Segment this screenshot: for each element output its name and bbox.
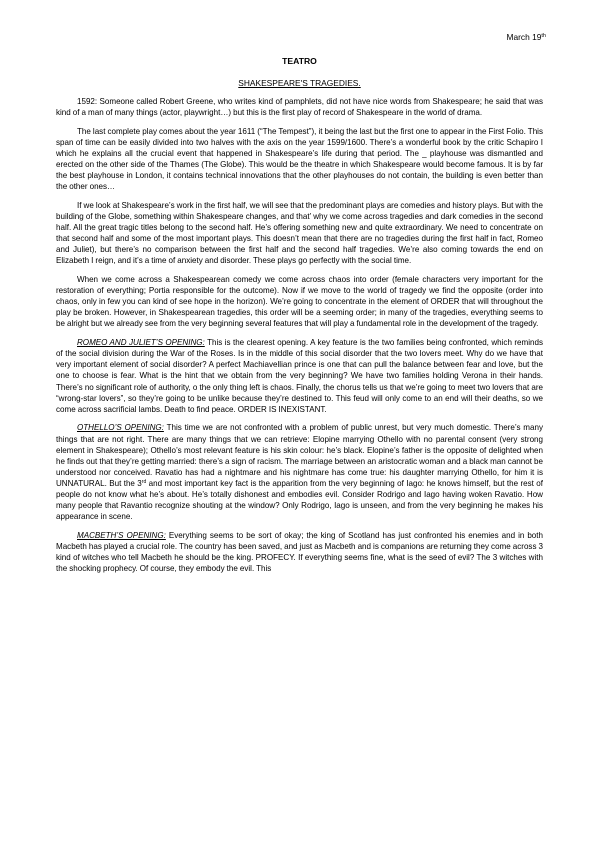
paragraph-othello	[56, 422, 543, 522]
paragraph-comedy-tragedy	[56, 274, 543, 329]
paragraph-macbeth	[56, 530, 543, 574]
date-line	[56, 30, 546, 43]
section-lead-othello: OTHELLO’S OPENING:	[77, 423, 164, 433]
paragraph-text: Everything seems to be sort of okay; the king of Scotland has just confronted his enemies and in both Macbeth has played a crucial role. The country has been saved, and just as Macbeth and is companions are returning they come across 3 kind of witches who tell Macbeth he should be the king. PROFECY. If everything seems fine, what is the seed of evil? The 3 witches with the shocking prophecy. Of course, they embody the evil. This	[56, 530, 543, 574]
paragraph-text: 1592: Someone called Robert Greene, who writes kind of pamphlets, did not have nice words from Shakespeare; he said that was kind of a man of many things (actor, playwright…) but this is the first play of record of Shakespeare in the world of drama.	[56, 97, 543, 118]
section-lead-macbeth: MACBETH’S OPENING:	[77, 530, 166, 540]
section-lead-romeo-juliet: ROMEO AND JULIET’S OPENING:	[77, 338, 205, 348]
date-ordinal: th	[541, 33, 546, 39]
paragraph-text: This is the clearest opening. A key feature is the two families being confronted, which reminds of the social division during the War of the Roses. Is in the middle of this social disorder that the two lovers meet. Why do we have that very important element of social disorder? A perfect Machiavellian prince is one that can pull the balance between fear and love, but the one to choose is fear. What is the hint that we obtain from the very beginning? We have two families holding Verona in their hands. There’s no significant role of authority, o the only thing left is chaos. Finally, the chorus tells us that we’re going to meet two lovers that are “wrong-star lovers”, so they’re going to be unlike because they’re destined to. This feud will only come to an end will their deaths, so we come across sacrificial lambs. Death to find peace. ORDER IS INEXISTANT.	[56, 338, 544, 414]
paragraph-romeo-juliet	[56, 337, 543, 415]
paragraph-first-half	[56, 200, 543, 267]
paragraph-text: When we come across a Shakespearean comedy we come across chaos into order (female characters very important for the restoration of everything; Portia responsible for the outcome). Now if we move to the world of tragedy we find the opposite (order into chaos, only in few you can kind of see hope in the horizon). We’re going to concentrate in the element of ORDER that will throughout the play be broken. However, in Shakespearean tragedies, this order will be a seeming order; in many of the tragedies, everything seems to be alright but we already see from the very beginning several features that will play a fundamental role in the development of the tragedy.	[56, 275, 543, 329]
paragraph-text: The last complete play comes about the year 1611 (“The Tempest”), it being the last but the first one to appear in the First Folio. This span of time can be easily divided into two halves with the axis on the year 1599/1600. There’s a wonderful book by the critic Schapiro I which he explains all the crucial event that happened in Shakespeare’s life during that period. The _ playhouse was dismantled and erected on the other side of the Thames (The Globe). This would be the theatre in which Shakespeare would become famous. It is by far the best playhouse in London, it contains technical innovations that the other playhouses do not contain, the building is even better than the other ones…	[56, 126, 543, 192]
ordinal-suffix: rd	[141, 478, 147, 485]
paragraph-greene	[56, 96, 543, 118]
document-subtitle: SHAKESPEARE'S TRAGEDIES.	[238, 78, 361, 88]
paragraph-text-continued: and most important key fact is the apparition from the very beginning of Iago: he knows himself, but the rest of people do not know what he’s about. He’s totally dishonest and embodies evil. Consider Rodrigo and Iago having woken Ravatio. How many people that Ravantio recognize shouting at the window? Only Rodrigo, Iago is unseen, and from the very beginning he makes his appearance in scene.	[56, 478, 543, 522]
date-text: March 19	[506, 32, 542, 42]
paragraph-tempest	[56, 126, 543, 193]
paragraph-text: This time we are not confronted with a problem of public unrest, but very much domestic. There’s many things that are not right. There are many things that we can retrieve: Elopine marrying Othello with no parental consent (very strong element in Shakespeare); Othello’s most relevant feature is his skin colour: he’s black. Elopine’s father is the opposite of delighted when he finds out that they’re getting married: there’s a sign of racism. The marriage between an aristocratic woman and a black man cannot be understood nor conceived. Ravatio has had a nightmare and his nightmare has come true: his daughter marrying Othello, for him it is UNNATURAL. But the 3	[56, 423, 543, 488]
document-title: TEATRO	[282, 56, 317, 66]
paragraph-text: If we look at Shakespeare’s work in the first half, we will see that the predominant plays are comedies and history plays. But with the building of the Globe, something within Shakespeare changes, and that’ why we come across tragedies and dark comedies in the second half. All the great tragic titles belong to the second half. He’s offering something new and quite extraordinary. We need to concentrate on that second half and some of the most important plays. This doesn’t mean that there are no tragedies during the first half in fact, Romeo and Juliet), but there’s no comparison between the first half and the second half tragedies. We’re also coming towards the end on Elizabeth I reign, and it’s a time of anxiety and disorder. These plays go perfectly with the social time.	[56, 200, 543, 266]
document-body	[56, 96, 543, 574]
